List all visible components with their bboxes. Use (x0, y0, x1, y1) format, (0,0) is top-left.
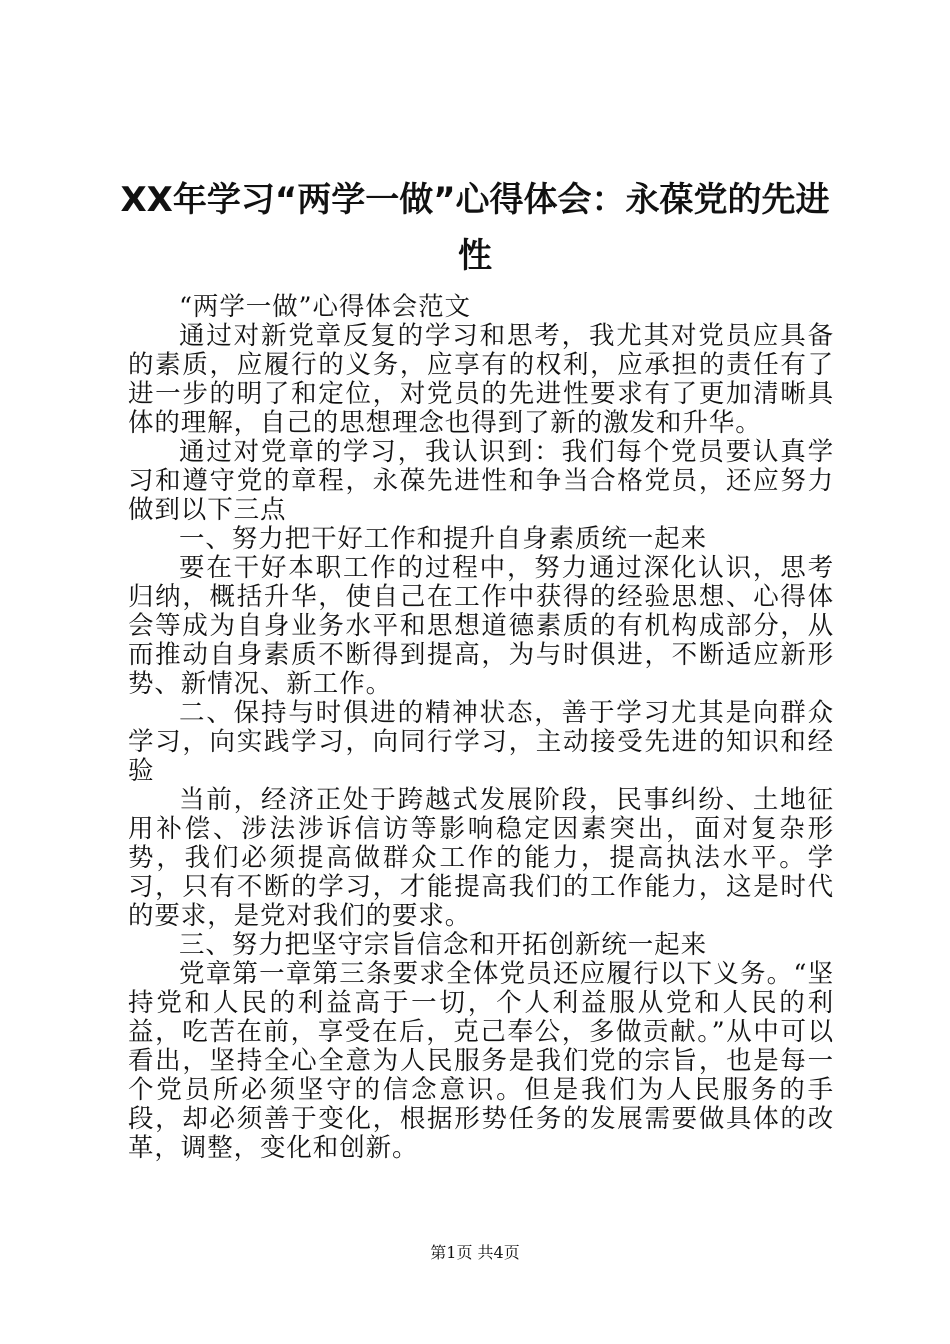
paragraph-section-3: 党章第一章第三条要求全体党员还应履行以下义务。“坚持党和人民的利益高于一切，个人利益服从党和人民的利益，吃苦在前，享受在后，克己奉公，多做贡献。”从中可以看出，坚持全心全意为人民服务是我们党的宗旨，也是每一个党员所必须坚守的信念意识。但是我们为人民服务的手段，却必须善于变化，根据形势任务的发展需要做具体的改革，调整，变化和创新。 (128, 959, 834, 1163)
paragraph-summary: 通过对党章的学习，我认识到：我们每个党员要认真学习和遵守党的章程，永葆先进性和争当合格党员，还应努力做到以下三点 (128, 437, 834, 525)
paragraph-subtitle: “两学一做”心得体会范文 (179, 292, 471, 322)
section-heading-2: 二、保持与时俱进的精神状态，善于学习尤其是向群众学习，向实践学习，向同行学习，主动接受先进的知识和经验 (128, 698, 834, 786)
document-body (128, 293, 834, 1163)
paragraph-section-1: 要在干好本职工作的过程中，努力通过深化认识，思考归纳，概括升华，使自己在工作中获得的经验思想、心得体会等成为自身业务水平和思想道德素质的有机构成部分，从而推动自身素质不断得到提高，为与时俱进，不断适应新形势、新情况、新工作。 (128, 553, 834, 699)
document-title: XX年学习“两学一做”心得体会：永葆党的先进性 (120, 180, 830, 276)
section-heading-3: 三、努力把坚守宗旨信念和开拓创新统一起来 (179, 930, 708, 960)
paragraph-intro: 通过对新党章反复的学习和思考，我尤其对党员应具备的素质，应履行的义务，应享有的权利，应承担的责任有了进一步的明了和定位，对党员的先进性要求有了更加清晰具体的理解，自己的思想理念也得到了新的激发和升华。 (128, 321, 834, 438)
page-number-footer: 第1页 共4页 (430, 1243, 520, 1262)
paragraph-section-2: 当前，经济正处于跨越式发展阶段，民事纠纷、土地征用补偿、涉法涉诉信访等影响稳定因素突出，面对复杂形势，我们必须提高做群众工作的能力，提高执法水平。学习，只有不断的学习，才能提高我们的工作能力，这是时代的要求，是党对我们的要求。 (128, 785, 834, 931)
section-heading-1: 一、努力把干好工作和提升自身素质统一起来 (179, 524, 708, 554)
